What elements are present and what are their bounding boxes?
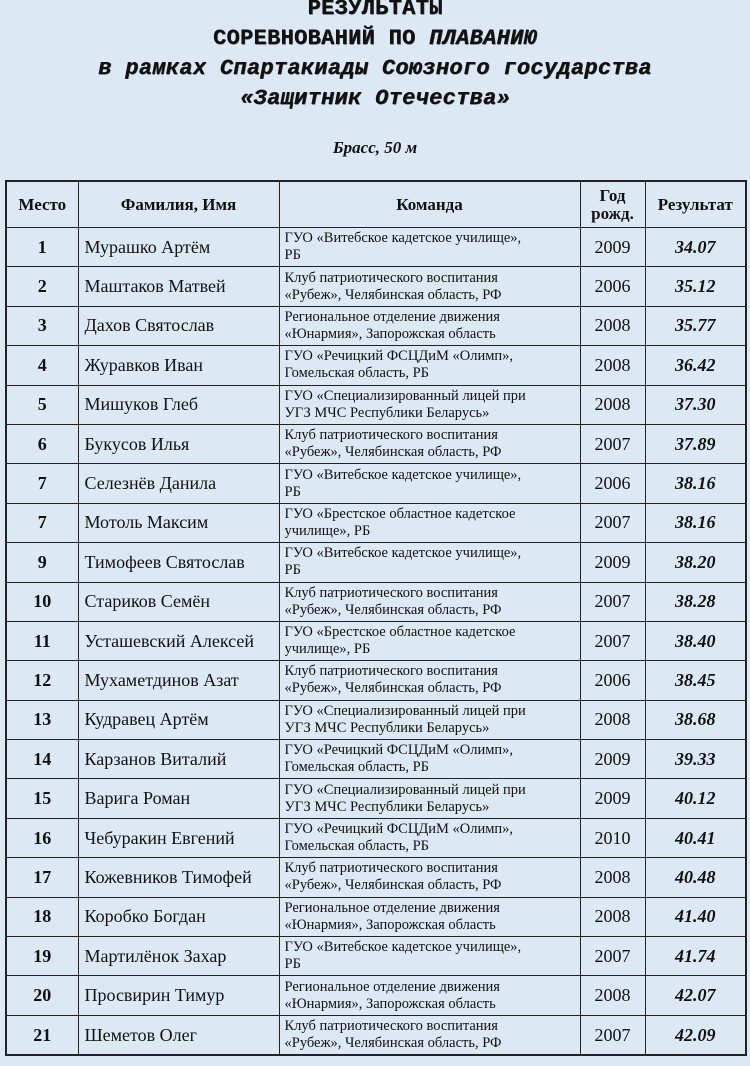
cell-team-line2: «Юнармия», Запорожская область: [284, 916, 496, 933]
cell-team: [279, 464, 580, 503]
cell-team-line1: Клуб патриотического воспитания: [284, 427, 498, 444]
table-row: [6, 858, 746, 897]
cell-team-line1: ГУО «Речицкий ФСЦДиМ «Олимп»,: [284, 348, 514, 365]
table-row: [6, 1015, 746, 1055]
cell-place: 2: [6, 267, 78, 306]
cell-place: 1: [6, 228, 78, 267]
cell-place: 7: [6, 503, 78, 542]
cell-team: [279, 700, 580, 739]
cell-result: 36.42: [645, 346, 746, 385]
cell-result: 38.20: [645, 543, 746, 582]
cell-year: 2007: [580, 937, 645, 976]
cell-year: 2008: [580, 897, 645, 936]
cell-team: [279, 228, 580, 267]
cell-place: 10: [6, 582, 78, 621]
results-table: [5, 180, 747, 1056]
cell-name: Просвирин Тимур: [78, 976, 279, 1015]
header-year-line1: Год: [599, 185, 626, 205]
cell-team: [279, 897, 580, 936]
cell-year: 2006: [580, 661, 645, 700]
cell-place: 21: [6, 1015, 78, 1055]
table-row: [6, 503, 746, 542]
event-subtitle: Брасс, 50 м: [332, 138, 418, 157]
table-row: [6, 346, 746, 385]
title-line-3: в рамках Спартакиады Союзного государства: [98, 56, 652, 81]
cell-place: 3: [6, 306, 78, 345]
table-row: [6, 976, 746, 1015]
cell-name: Кожевников Тимофей: [78, 858, 279, 897]
cell-year: 2008: [580, 306, 645, 345]
cell-result: 37.89: [645, 424, 746, 463]
title-line-2-prefix: СОРЕВНОВАНИЙ ПО: [212, 26, 429, 51]
cell-year: 2007: [580, 503, 645, 542]
cell-result: 35.12: [645, 267, 746, 306]
cell-team-line1: Региональное отделение движения: [284, 978, 500, 995]
cell-team-line1: ГУО «Специализированный лицей при: [284, 781, 526, 798]
table-row: [6, 267, 746, 306]
cell-team-line2: Гомельская область, РБ: [284, 365, 429, 382]
cell-name: Кудравец Артём: [78, 700, 279, 739]
cell-team: [279, 346, 580, 385]
cell-name: Мишуков Глеб: [78, 385, 279, 424]
cell-place: 19: [6, 937, 78, 976]
cell-place: 14: [6, 740, 78, 779]
cell-result: 38.16: [645, 464, 746, 503]
cell-place: 5: [6, 385, 78, 424]
cell-team-line2: «Юнармия», Запорожская область: [284, 325, 496, 342]
cell-team-line1: Клуб патриотического воспитания: [284, 269, 498, 286]
cell-result: 41.74: [645, 937, 746, 976]
cell-team: [279, 937, 580, 976]
table-row: [6, 385, 746, 424]
cell-name: Тимофеев Святослав: [78, 543, 279, 582]
table-row: [6, 937, 746, 976]
header-year-line2: рожд.: [591, 203, 634, 223]
cell-team: [279, 385, 580, 424]
cell-result: 40.12: [645, 779, 746, 818]
cell-year: 2008: [580, 700, 645, 739]
cell-result: 40.48: [645, 858, 746, 897]
cell-name: Мартилёнок Захар: [78, 937, 279, 976]
table-row: [6, 228, 746, 267]
cell-place: 15: [6, 779, 78, 818]
cell-team: [279, 582, 580, 621]
cell-team-line2: РБ: [284, 956, 301, 973]
cell-team-line2: училище», РБ: [284, 522, 371, 539]
cell-team-line1: ГУО «Специализированный лицей при: [284, 702, 526, 719]
cell-team: [279, 267, 580, 306]
table-row: [6, 779, 746, 818]
cell-team-line2: «Рубеж», Челябинская область, РФ: [284, 680, 502, 697]
table-row: [6, 700, 746, 739]
table-row: [6, 582, 746, 621]
cell-name: Карзанов Виталий: [78, 740, 279, 779]
cell-name: Дахов Святослав: [78, 306, 279, 345]
table-row: [6, 897, 746, 936]
cell-team-line2: РБ: [284, 562, 301, 579]
cell-team-line1: Региональное отделение движения: [284, 899, 500, 916]
cell-name: Мотоль Максим: [78, 503, 279, 542]
cell-year: 2007: [580, 582, 645, 621]
cell-team-line1: ГУО «Речицкий ФСЦДиМ «Олимп»,: [284, 821, 514, 838]
cell-team-line2: РБ: [284, 483, 301, 500]
cell-result: 41.40: [645, 897, 746, 936]
cell-team-line1: ГУО «Витебское кадетское училище»,: [284, 939, 522, 956]
cell-team-line2: УГЗ МЧС Республики Беларусь»: [284, 798, 490, 815]
cell-team: [279, 976, 580, 1015]
cell-name: Мурашко Артём: [78, 228, 279, 267]
cell-team-line1: Клуб патриотического воспитания: [284, 860, 498, 877]
header-result: Результат: [645, 181, 746, 228]
cell-place: 12: [6, 661, 78, 700]
cell-team: [279, 740, 580, 779]
cell-result: 38.68: [645, 700, 746, 739]
cell-result: 34.07: [645, 228, 746, 267]
cell-team: [279, 818, 580, 857]
cell-team-line2: УГЗ МЧС Республики Беларусь»: [284, 404, 490, 421]
cell-name: Варига Роман: [78, 779, 279, 818]
table-row: [6, 740, 746, 779]
cell-year: 2007: [580, 621, 645, 660]
header-place: Место: [6, 181, 78, 228]
table-row: [6, 306, 746, 345]
cell-result: 39.33: [645, 740, 746, 779]
cell-place: 17: [6, 858, 78, 897]
cell-place: 7: [6, 464, 78, 503]
cell-team: [279, 779, 580, 818]
cell-name: Мухаметдинов Азат: [78, 661, 279, 700]
cell-result: 38.28: [645, 582, 746, 621]
cell-name: Маштаков Матвей: [78, 267, 279, 306]
table-row: [6, 543, 746, 582]
cell-place: 16: [6, 818, 78, 857]
cell-team-line2: Гомельская область, РБ: [284, 759, 429, 776]
cell-team-line1: Региональное отделение движения: [284, 308, 500, 325]
cell-year: 2008: [580, 858, 645, 897]
cell-team-line1: ГУО «Брестское областное кадетское: [284, 624, 516, 641]
cell-name: Чебуракин Евгений: [78, 818, 279, 857]
cell-name: Усташевский Алексей: [78, 621, 279, 660]
cell-team: [279, 621, 580, 660]
cell-name: Коробко Богдан: [78, 897, 279, 936]
cell-result: 37.30: [645, 385, 746, 424]
cell-year: 2008: [580, 346, 645, 385]
title-line-2-italic: ПЛАВАНИЮ: [429, 26, 538, 51]
cell-team: [279, 858, 580, 897]
cell-team: [279, 503, 580, 542]
cell-place: 9: [6, 543, 78, 582]
cell-team-line1: ГУО «Речицкий ФСЦДиМ «Олимп»,: [284, 742, 514, 759]
header-year: [580, 181, 645, 228]
cell-place: 6: [6, 424, 78, 463]
cell-result: 38.45: [645, 661, 746, 700]
cell-name: Стариков Семён: [78, 582, 279, 621]
cell-result: 40.41: [645, 818, 746, 857]
table-row: [6, 464, 746, 503]
cell-team-line2: «Юнармия», Запорожская область: [284, 995, 496, 1012]
header-team: Команда: [279, 181, 580, 228]
title-line-4: «Защитник Отечества»: [239, 86, 511, 111]
table-row: [6, 424, 746, 463]
cell-result: 42.07: [645, 976, 746, 1015]
cell-year: 2006: [580, 464, 645, 503]
table-row: [6, 621, 746, 660]
cell-place: 18: [6, 897, 78, 936]
cell-result: 38.40: [645, 621, 746, 660]
cell-team-line1: Клуб патриотического воспитания: [284, 1018, 498, 1034]
cell-place: 20: [6, 976, 78, 1015]
cell-team: [279, 661, 580, 700]
cell-team: [279, 543, 580, 582]
document-title: [0, 0, 750, 114]
cell-team-line2: РБ: [284, 247, 301, 264]
cell-year: 2007: [580, 424, 645, 463]
cell-team-line1: ГУО «Витебское кадетское училище»,: [284, 230, 522, 247]
cell-team-line1: ГУО «Брестское областное кадетское: [284, 505, 516, 522]
cell-year: 2009: [580, 779, 645, 818]
cell-name: Журавков Иван: [78, 346, 279, 385]
cell-team: [279, 306, 580, 345]
table-row: [6, 661, 746, 700]
cell-year: 2008: [580, 976, 645, 1015]
title-line-1: РЕЗУЛЬТАТЫ: [307, 0, 443, 21]
cell-year: 2008: [580, 385, 645, 424]
cell-result: 38.16: [645, 503, 746, 542]
cell-team-line2: УГЗ МЧС Республики Беларусь»: [284, 719, 490, 736]
cell-team-line2: Гомельская область, РБ: [284, 838, 429, 855]
cell-result: 35.77: [645, 306, 746, 345]
cell-team-line1: Клуб патриотического воспитания: [284, 663, 498, 680]
table-header-row: [6, 181, 746, 228]
table-row: [6, 818, 746, 857]
cell-place: 11: [6, 621, 78, 660]
cell-year: 2006: [580, 267, 645, 306]
cell-team-line1: ГУО «Специализированный лицей при: [284, 387, 526, 404]
cell-team-line1: Клуб патриотического воспитания: [284, 584, 498, 601]
cell-team-line1: ГУО «Витебское кадетское училище»,: [284, 545, 522, 562]
cell-team-line2: «Рубеж», Челябинская область, РФ: [284, 1035, 502, 1051]
cell-team-line2: училище», РБ: [284, 641, 371, 658]
cell-team-line2: «Рубеж», Челябинская область, РФ: [284, 286, 502, 303]
cell-team-line1: ГУО «Витебское кадетское училище»,: [284, 466, 522, 483]
cell-place: 4: [6, 346, 78, 385]
cell-team-line2: «Рубеж», Челябинская область, РФ: [284, 601, 502, 618]
cell-name: Селезнёв Данила: [78, 464, 279, 503]
cell-team: [279, 424, 580, 463]
cell-team-line2: «Рубеж», Челябинская область, РФ: [284, 877, 502, 894]
header-name: Фамилия, Имя: [78, 181, 279, 228]
cell-result: 42.09: [645, 1015, 746, 1055]
cell-year: 2010: [580, 818, 645, 857]
cell-year: 2009: [580, 228, 645, 267]
cell-year: 2009: [580, 740, 645, 779]
cell-name: Букусов Илья: [78, 424, 279, 463]
cell-place: 13: [6, 700, 78, 739]
title-line-2: [0, 24, 750, 54]
cell-team: [279, 1015, 580, 1055]
cell-team-line2: «Рубеж», Челябинская область, РФ: [284, 444, 502, 461]
cell-year: 2007: [580, 1015, 645, 1055]
cell-name: Шеметов Олег: [78, 1015, 279, 1055]
cell-year: 2009: [580, 543, 645, 582]
